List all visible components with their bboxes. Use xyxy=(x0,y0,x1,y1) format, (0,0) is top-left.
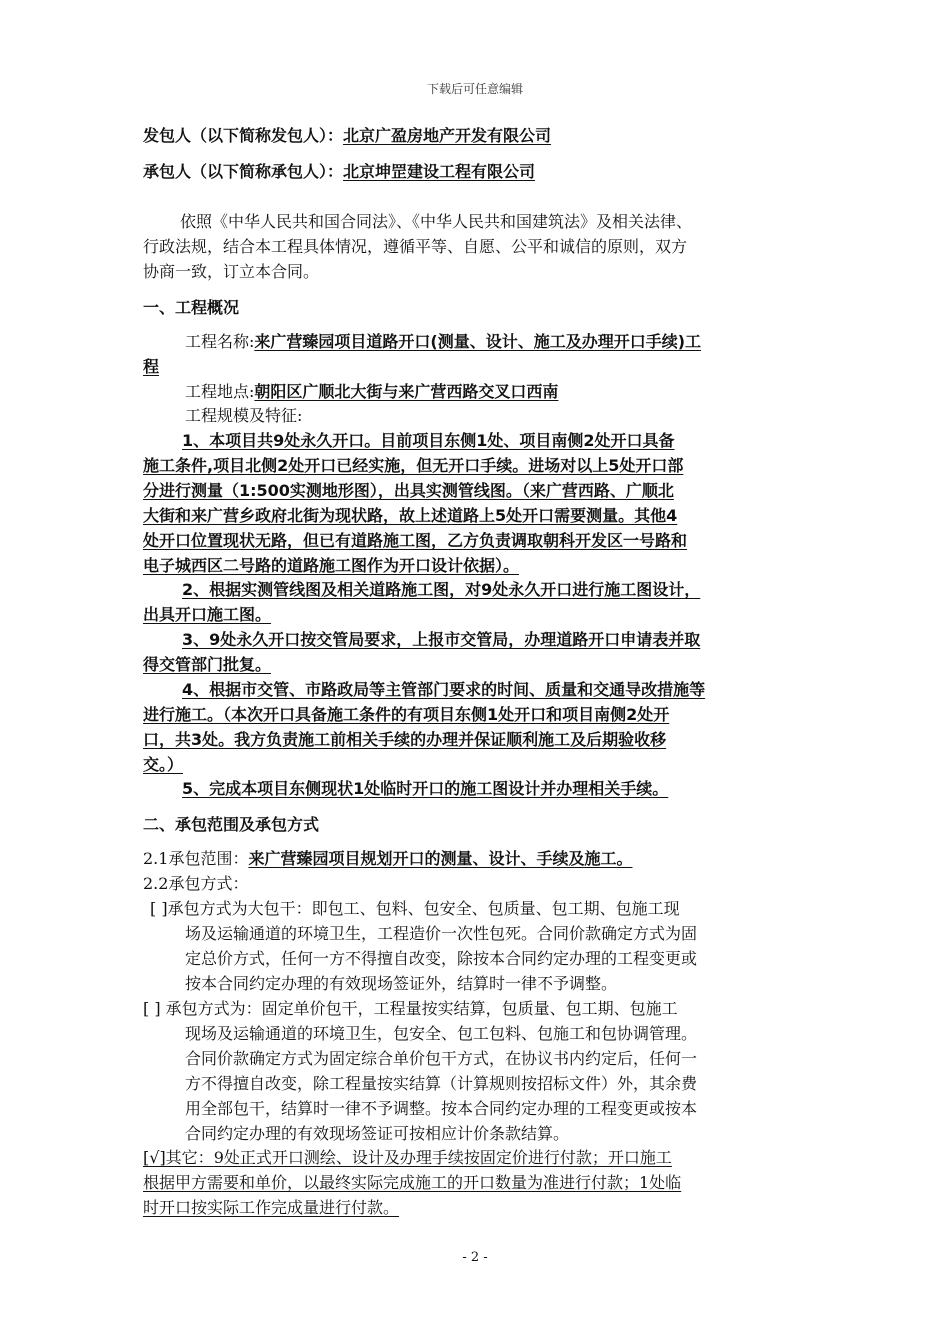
scope-item-line: 处开口位置现状无路，但已有道路施工图，乙方负责调取朝科开发区一号路和 xyxy=(143,531,688,550)
scope-line xyxy=(143,849,632,869)
option2-line: 合同约定办理的有效现场签证可按相应计价条款结算。 xyxy=(185,1124,570,1143)
project-name-line xyxy=(185,332,701,352)
option2-line: 用全部包干，结算时一律不予调整。按本合同约定办理的工程变更或按本 xyxy=(185,1099,698,1118)
header-note: 下载后可任意编辑 xyxy=(426,82,523,96)
method-label: 2.2承包方式： xyxy=(143,874,249,893)
employer-name: 北京广盈房地产开发有限公司 xyxy=(343,126,552,145)
scope-item-line: 出具开口施工图。 xyxy=(143,605,272,624)
project-name-continued: 程 xyxy=(143,357,160,376)
scope-item-line: 口，共3处。我方负责施工前相关手续的办理并保证顺利施工及后期验收移 xyxy=(143,730,667,749)
scope-item-line: 2、根据实测管线图及相关道路施工图，对9处永久开口进行施工图设计， xyxy=(182,580,701,599)
intro-line: 协商一致，订立本合同。 xyxy=(143,262,320,281)
project-name-value: 来广营臻园项目道路开口(测量、设计、施工及办理开口手续)工 xyxy=(254,332,702,351)
option1-line: 定总价方式，任何一方不得擅自改变，除按本合同约定办理的工程变更或 xyxy=(185,949,698,968)
option3-line: 时开口按实际工作完成量进行付款。 xyxy=(143,1198,400,1217)
employer-label: 发包人（以下简称发包人）： xyxy=(143,126,344,145)
contractor-label: 承包人（以下简称承包人）： xyxy=(143,162,344,181)
project-location-label: 工程地点: xyxy=(185,382,255,401)
option1-line: 按本合同约定办理的有效现场签证外，结算时一律不予调整。 xyxy=(185,974,618,993)
scope-item-line: 4、根据市交管、市路政局等主管部门要求的时间、质量和交通导改措施等 xyxy=(182,680,706,699)
scope-item-line: 得交管部门批复。 xyxy=(143,655,272,674)
scope-item-line: 电子城西区二号路的道路施工图作为开口设计依据）。 xyxy=(143,556,520,575)
scope-item-line: 大街和来广营乡政府北街为现状路，故上述道路上5处开口需要测量。其他4 xyxy=(143,506,678,525)
option1-line: [ ]承包方式为大包干：即包工、包料、包安全、包质量、包工期、包施工现 xyxy=(150,899,680,918)
option3-text: 9处正式开口测绘、设计及办理手续按固定价进行付款；开口施工 xyxy=(213,1148,672,1167)
option2-line: [ ] 承包方式为：固定单价包干，工程量按实结算，包质量、包工期、包施工 xyxy=(143,999,678,1018)
contractor-name: 北京坤罡建设工程有限公司 xyxy=(343,162,536,181)
option2-line: 合同价款确定方式为固定综合单价包干方式，在协议书内约定后，任何一 xyxy=(185,1049,698,1068)
scope-label: 2.1承包范围： xyxy=(143,849,249,868)
option2-line: 现场及运输通道的环境卫生，包安全、包工包料、包施工和包协调管理。 xyxy=(185,1024,698,1043)
scope-item-line: 3、9处永久开口按交管局要求，上报市交管局，办理道路开口申请表并取 xyxy=(182,630,701,649)
option3-line: 根据甲方需要和单价，以最终实际完成施工的开口数量为准进行付款；1处临 xyxy=(143,1173,682,1192)
intro-line: 依照《中华人民共和国合同法》、《中华人民共和国建筑法》及相关法律、 xyxy=(180,212,693,231)
employer-line xyxy=(143,126,551,146)
page-number: - 2 - xyxy=(462,1250,488,1265)
scope-item-line: 分进行测量（1:500实测地形图），出具实测管线图。（来广营西路、广顺北 xyxy=(143,481,674,500)
project-location-line xyxy=(185,382,558,402)
scope-item-line: 进行施工。（本次开口具备施工条件的有项目东侧1处开口和项目南侧2处开 xyxy=(143,705,670,724)
scope-item-line: 施工条件,项目北侧2处开口已经实施，但无开口手续。进场对以上5处开口部 xyxy=(143,456,684,475)
contractor-line xyxy=(143,162,535,182)
option3-line xyxy=(143,1148,672,1168)
scope-value: 来广营臻园项目规划开口的测量、设计、手续及施工。 xyxy=(248,849,633,868)
option3-prefix: [√]其它： xyxy=(143,1148,214,1167)
project-scale-label: 工程规模及特征: xyxy=(185,406,303,425)
scope-item-line: 交。） xyxy=(143,755,184,774)
intro-line: 行政法规，结合本工程具体情况，遵循平等、自愿、公平和诚信的原则，双方 xyxy=(143,237,688,256)
scope-item-line: 5、完成本项目东侧现状1处临时开口的施工图设计并办理相关手续。 xyxy=(182,779,669,798)
scope-item-line: 1、本项目共9处永久开口。目前项目东侧1处、项目南侧2处开口具备 xyxy=(182,431,675,450)
project-name-label: 工程名称: xyxy=(185,332,255,351)
option2-line: 方不得擅自改变，除工程量按实结算（计算规则按招标文件）外，其余费 xyxy=(185,1074,698,1093)
option1-line: 场及运输通道的环境卫生，工程造价一次性包死。合同价款确定方式为固 xyxy=(185,924,698,943)
project-location-value: 朝阳区广顺北大街与来广营西路交叉口西南 xyxy=(254,382,559,401)
section2-heading: 二、承包范围及承包方式 xyxy=(143,815,320,834)
section1-heading: 一、工程概况 xyxy=(143,298,240,317)
